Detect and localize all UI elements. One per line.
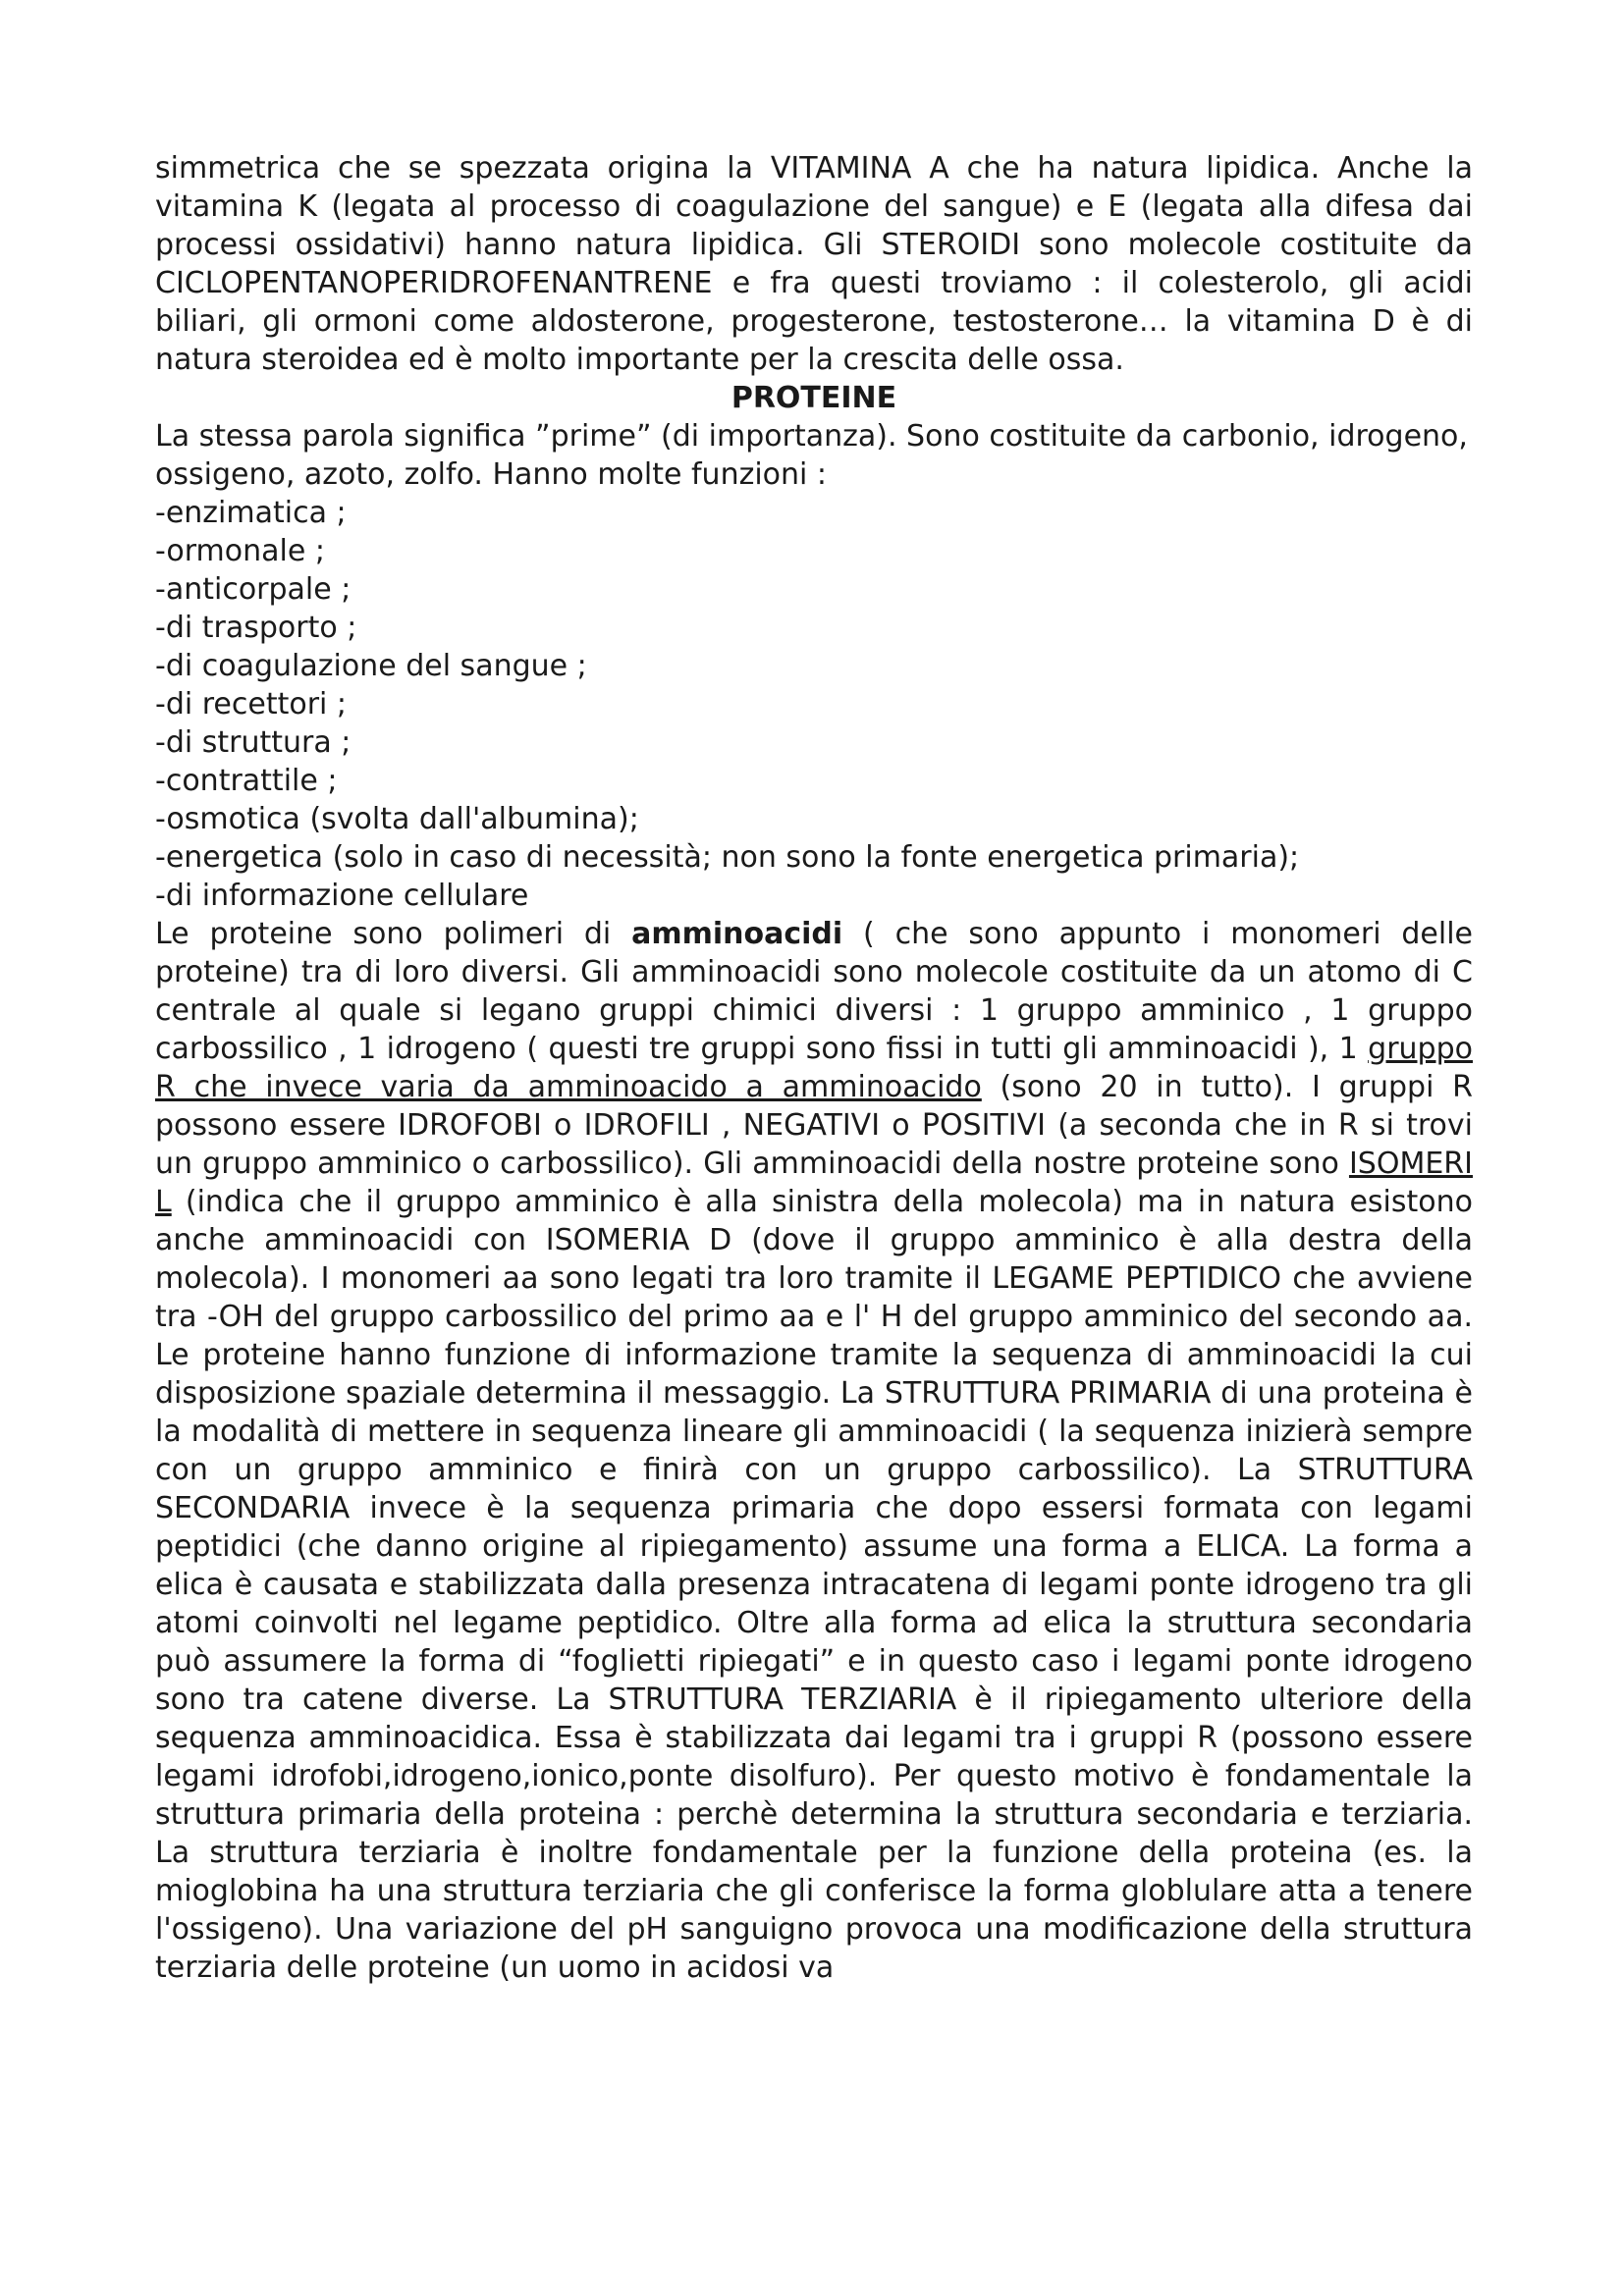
section-title: PROTEINE: [730, 381, 897, 415]
list-item: -di struttura ;: [155, 725, 352, 760]
underlined-text-r-group: gruppo R che invece varia da amminoacido a amminoacido: [155, 1032, 1473, 1104]
list-item: -osmotica (svolta dall'albumina);: [155, 802, 639, 836]
list-item: -energetica (solo in caso di necessità; non sono la fonte energetica primaria);: [155, 840, 1300, 875]
intro-paragraph: simmetrica che se spezzata origina la VITAMINA A che ha natura lipidica. Anche la vitamina K (legata al processo di coagulazione del sangue) e E (legata alla difesa dai processi ossidativi) hanno natura lipidica. Gli STEROIDI sono molecole costituite da CICLOPENTANOPERIDROFENANTRENE e fra questi troviamo : il colesterolo, gli acidi biliari, gli ormoni come aldosterone, progesterone, testosterone… la vitamina D è di natura steroidea ed è molto importante per la crescita delle ossa.: [155, 151, 1473, 377]
list-item: -di recettori ;: [155, 687, 348, 721]
body-text-4: (indica che il gruppo amminico è alla sinistra della molecola) ma in natura esistono anche amminoacidi con ISOMERIA D (dove il gruppo amminico è alla destra della molecola). I monomeri aa sono legati tra loro tramite il LEGAME PEPTIDICO che avviene tra -OH del gruppo carbossilico del primo aa e l' H del gruppo amminico del secondo aa. Le proteine hanno funzione di informazione tramite la sequenza di amminoacidi la cui disposizione spaziale determina il messaggio. La STRUTTURA PRIMARIA di una proteina è la modalità di mettere in sequenza lineare gli amminoacidi ( la sequenza inizierà sempre con un gruppo amminico e finirà con un gruppo carbossilico). La STRUTTURA SECONDARIA invece è la sequenza primaria che dopo essersi formata con legami peptidici (che danno origine al ripiegamento) assume una forma a ELICA. La forma a elica è causata e stabilizzata dalla presenza intracatena di legami ponte idrogeno tra gli atomi coinvolti nel legame peptidico. Oltre alla forma ad elica la struttura secondaria può assumere la forma di “foglietti ripiegati” e in questo caso i legami ponte idrogeno sono tra catene diverse. La STRUTTURA TERZIARIA è il ripiegamento ulteriore della sequenza amminoacidica. Essa è stabilizzata dai legami tra i gruppi R (possono essere legami idrofobi,idrogeno,ionico,ponte disolfuro). Per questo motivo è fondamentale la struttura primaria della proteina : perchè determina la struttura secondaria e terziaria. La struttura terziaria è inoltre fondamentale per la funzione della proteina (es. la mioglobina ha una struttura terziaria che gli conferisce la forma globlulare atta a tenere l'ossigeno). Una variazione del pH sanguigno provoca una modificazione della struttura terziaria delle proteine (un uomo in acidosi va: [155, 1185, 1473, 1985]
list-item: -contrattile ;: [155, 764, 338, 798]
body-text-2: ( che sono appunto i monomeri delle proteine) tra di loro diversi. Gli amminoacidi sono molecole costituite da un atomo di C centrale al quale si legano gruppi chimici diversi : 1 gruppo amminico , 1 gruppo carbossilico , 1 idrogeno ( questi tre gruppi sono fissi in tutti gli amminoacidi ), 1: [155, 917, 1473, 1066]
definition-paragraph: La stessa parola significa ”prime” (di importanza). Sono costituite da carbonio, idrogeno, ossigeno, azoto, zolfo. Hanno molte funzioni :: [155, 419, 1468, 492]
list-item: -ormonale ;: [155, 534, 325, 568]
body-paragraph: [155, 915, 1473, 1987]
list-item: -enzimatica ;: [155, 496, 347, 530]
underlined-text-isomeri: ISOMERI L: [155, 1147, 1473, 1219]
bold-term: amminoacidi: [631, 917, 843, 951]
list-item: -di informazione cellulare: [155, 879, 529, 913]
functions-list: [155, 494, 1473, 915]
list-item: -di coagulazione del sangue ;: [155, 649, 587, 683]
body-text-1: Le proteine sono polimeri di: [155, 917, 632, 951]
body-text-3: (sono 20 in tutto). I gruppi R possono essere IDROFOBI o IDROFILI , NEGATIVI o POSITIVI (a seconda che in R si trovi un gruppo amminico o carbossilico). Gli amminoacidi della nostre proteine sono: [155, 1070, 1473, 1181]
list-item: -di trasporto ;: [155, 611, 357, 645]
document-page: [155, 149, 1473, 1987]
list-item: -anticorpale ;: [155, 572, 352, 607]
